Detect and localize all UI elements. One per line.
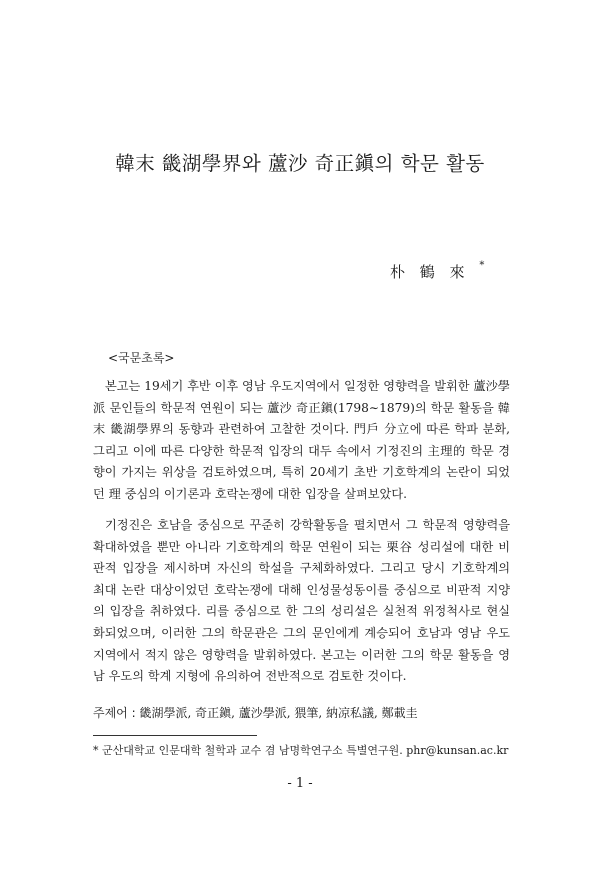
abstract-line: 판적 입장을 제시하며 자신의 학설을 구체화하였다. 그리고 당시 기호학계의	[93, 561, 510, 576]
abstract-paragraph-2	[93, 515, 510, 688]
abstract-line: 그리고 이에 따른 다양한 학문적 입장의 대두 속에서 기정진의 主理的 학문 경	[93, 443, 510, 458]
abstract-label: <국문초록>	[108, 351, 175, 365]
abstract-line: 派 문인들의 학문적 연원이 되는 蘆沙 奇正鎭(1798∼1879)의 학문 활동을 韓	[93, 400, 510, 415]
abstract-line: 의 입장을 취하였다. 리를 중심으로 한 그의 성리설은 실천적 위정척사로 현실	[93, 604, 510, 619]
author-line	[390, 261, 484, 282]
abstract-line: 확대하였을 뿐만 아니라 기호학계의 학문 연원이 되는 栗谷 성리설에 대한 비	[93, 539, 510, 554]
page-number: - 1 -	[287, 776, 313, 791]
keywords	[93, 704, 418, 721]
author-footnote-mark: *	[479, 260, 485, 271]
footnote: * 군산대학교 인문대학 철학과 교수 겸 남명학연구소 특별연구원. phr@kunsan.ac.kr	[93, 744, 509, 757]
abstract-line: 던 理 중심의 이기론과 호락논쟁에 대한 입장을 살펴보았다.	[93, 486, 407, 501]
abstract-line: 본고는 19세기 후반 이후 영남 우도지역에서 일정한 영향력을 발휘한 蘆沙學	[105, 379, 510, 393]
abstract-paragraph-1	[93, 376, 510, 506]
keywords-list: 畿湖學派, 奇正鎭, 蘆沙學派, 猥筆, 納凉私議, 鄭載圭	[139, 706, 418, 720]
keywords-label: 주제어 :	[93, 706, 136, 720]
abstract-line: 末 畿湖學界의 동향과 관련하여 고찰한 것이다. 門戶 分立에 따른 학파 분화,	[93, 422, 510, 437]
abstract-line: 남 우도의 학계 지형에 유의하여 전반적으로 검토한 것이다.	[93, 669, 407, 684]
abstract-line: 향이 가지는 위상을 검토하였으며, 특히 20세기 초반 기호학계의 논란이 되었	[93, 465, 510, 480]
abstract-line: 기정진은 호남을 중심으로 꾸준히 강학활동을 펼치면서 그 학문적 영향력을	[105, 518, 510, 532]
abstract-line: 지역에서 적지 않은 영향력을 발휘하였다. 본고는 이러한 그의 학문 활동을 영	[93, 647, 510, 662]
abstract-line: 최대 논란 대상이었던 호락논쟁에 대해 인성물성동이를 중심으로 비판적 지양	[93, 582, 510, 597]
abstract-line: 화되었으며, 이러한 그의 학문관은 그의 문인에게 계승되어 호남과 영남 우도	[93, 625, 510, 640]
author-name: 朴 鶴 來	[390, 263, 470, 281]
paper-title: 韓末 畿湖學界와 蘆沙 奇正鎭의 학문 활동	[115, 152, 485, 175]
footnote-divider	[93, 735, 257, 736]
